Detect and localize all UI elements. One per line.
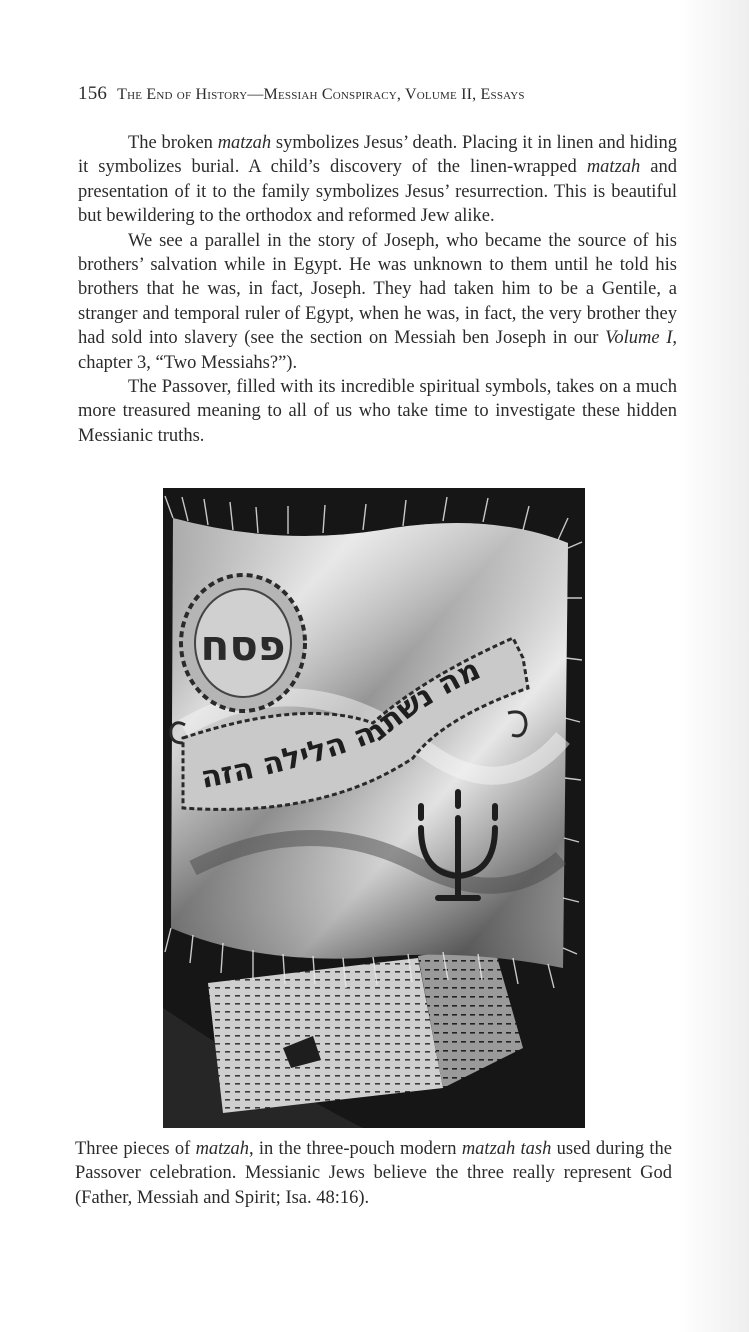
- paragraph-3: [78, 375, 677, 448]
- matzah-tash-photo: [163, 488, 585, 1128]
- photo-caption: [75, 1137, 672, 1210]
- text-run: We see a parallel in the story of Joseph, who became the source of his brothers’ salvation while in Egypt. He was unknown to them until he told his brothers that he was, in fact, Joseph. They had taken him to be a Gentile, a stranger and temporal ruler of Egypt, when he was, in fact, the very brother they had sold into slavery (see the section on Messiah ben Joseph in our: [78, 230, 677, 349]
- caption-text: [75, 1137, 672, 1210]
- italic-term: matzah: [586, 157, 641, 178]
- body-text: [78, 131, 677, 448]
- text-run: symbolizes Jesus’ death. Placing it in linen and hiding it symbolizes burial. A child’s discovery of the linen-wrapped: [78, 133, 678, 178]
- italic-term: matzah: [195, 1139, 250, 1159]
- text-run: The Passover, filled with its incredible spiritual symbols, takes on a much more treasured meaning to all of us who take time to investigate these hidden Messianic truths.: [78, 377, 677, 446]
- text-run: The broken: [128, 133, 218, 153]
- photo-illustration: [163, 488, 585, 1128]
- medallion-lettering: פסח: [200, 621, 286, 670]
- running-header: [78, 83, 678, 105]
- italic-term: matzah: [217, 133, 272, 153]
- text-run: , chapter 3, “Two Messiahs?”).: [78, 328, 677, 373]
- text-run: , in the three-pouch modern: [249, 1139, 462, 1159]
- italic-term: matzah tash: [461, 1139, 552, 1159]
- text-run: used during the Passover celebration. Messianic Jews believe the three really represent God (Father, Messiah and Spirit; Isa. 48:16).: [75, 1139, 672, 1208]
- paragraph-2: [78, 229, 677, 375]
- paragraph-1: [78, 131, 677, 229]
- italic-title: Volume I: [605, 328, 673, 349]
- page-edge-shadow: [679, 0, 749, 1332]
- banner-lettering: מה נשתנה הלילה הזה: [198, 652, 486, 796]
- text-run: Three pieces of: [75, 1139, 196, 1159]
- page-number: 156: [78, 83, 108, 104]
- text-run: and presentation of it to the family symbolizes Jesus’ resurrection. This is beautiful but bewildering to the orthodox and reformed Jew alike.: [78, 157, 677, 227]
- embroidered-medallion: [181, 575, 305, 711]
- running-title: The End of History—Messiah Conspiracy, Volume II, Essays: [117, 86, 525, 103]
